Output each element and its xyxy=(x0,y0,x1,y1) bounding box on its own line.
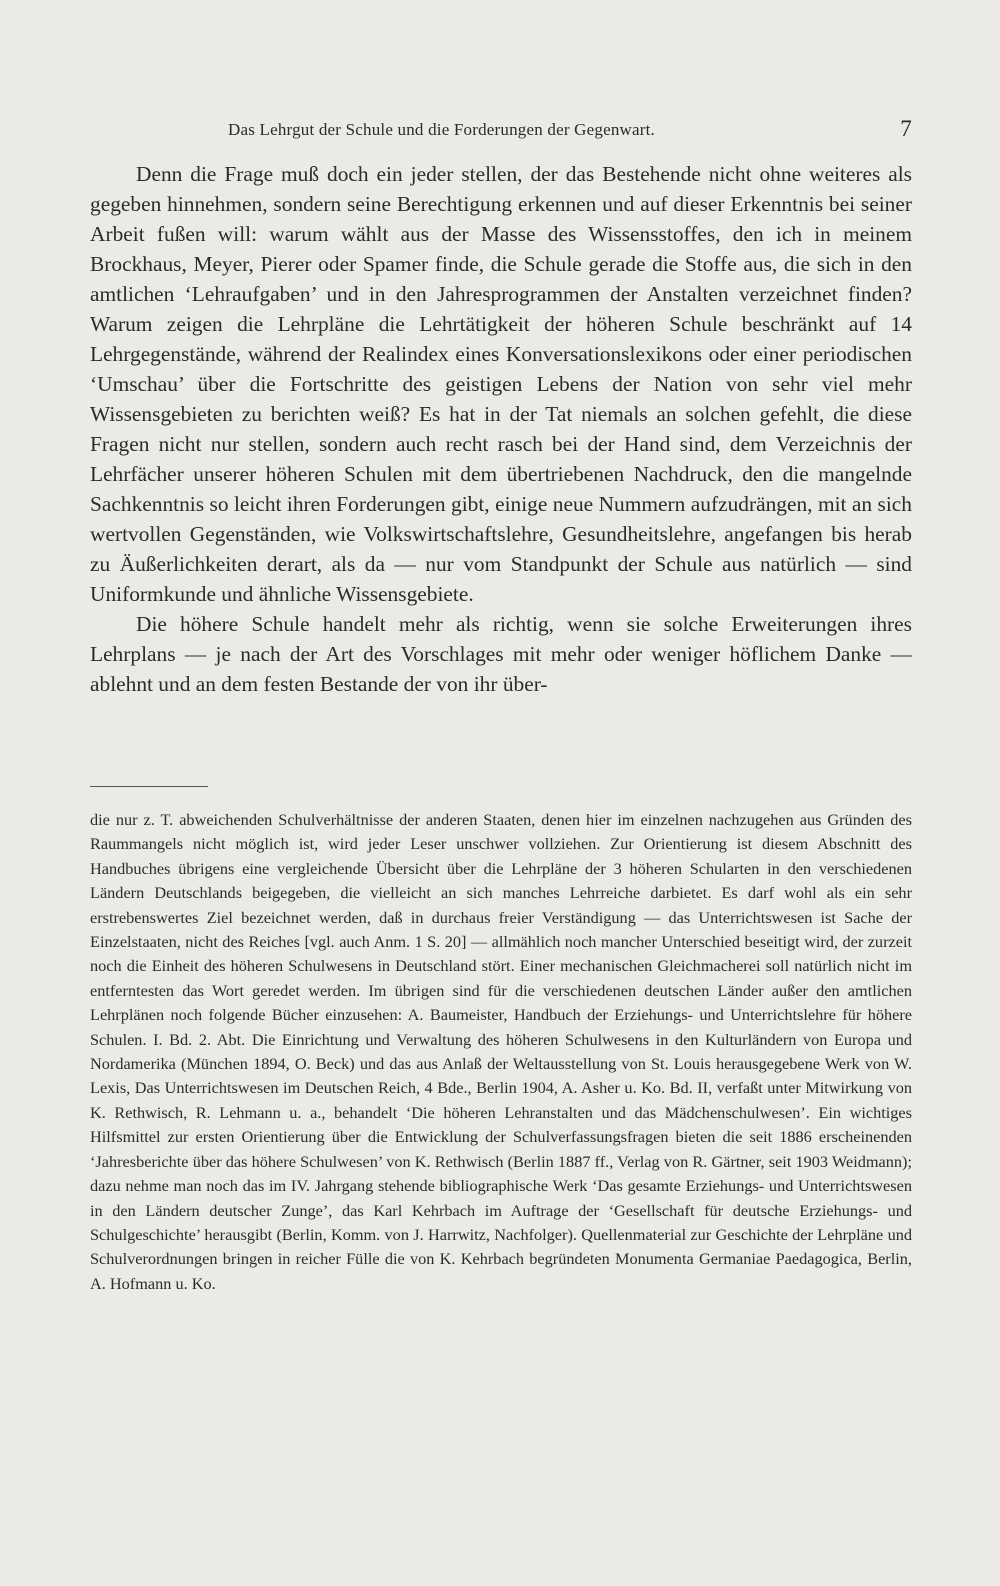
footnote-separator xyxy=(90,786,208,787)
footnote xyxy=(90,808,912,1296)
paragraph: Die höhere Schule handelt mehr als richtig, wenn sie solche Erweiterungen ihres Lehrplans — je nach der Art des Vorschlages mit mehr oder weniger höflichem Danke — ablehnt und an dem festen Bestande der von ihr über- xyxy=(90,612,912,696)
paragraph: Denn die Frage muß doch ein jeder stellen, der das Bestehende nicht ohne weiteres als gegeben hinnehmen, sondern seine Berechtigung erkennen und auf dieser Erkenntnis bei seiner Arbeit fußen will: warum wählt aus der Masse des Wissensstoffes, den ich in meinem Brockhaus, Meyer, Pierer oder Spamer finde, die Schule gerade die Stoffe aus, die sich in den amtlichen ‘Lehraufgaben’ und in den Jahresprogrammen der Anstalten verzeichnet finden? Warum zeigen die Lehrpläne die Lehrtätigkeit der höheren Schule beschränkt auf 14 Lehrgegenstände, während der Realindex eines Konversationslexikons oder einer periodischen ‘Umschau’ über die Fortschritte des geistigen Lebens der Nation von sehr viel mehr Wissensgebieten zu berichten weiß? Es hat in der Tat niemals an solchen gefehlt, die diese Fragen nicht nur stellen, sondern auch recht rasch bei der Hand sind, dem Verzeichnis der Lehrfächer unserer höheren Schulen mit dem übertriebenen Nachdruck, den die mangelnde Sachkenntnis so leicht ihren Forderungen gibt, einige neue Nummern aufzudrängen, mit an sich wertvollen Gegenständen, wie Volkswirtschaftslehre, Gesundheitslehre, angefangen bis herab zu Äußerlichkeiten derart, als da — nur vom Standpunkt der Schule aus natürlich — sind Uniformkunde und ähnliche Wissensgebiete. xyxy=(90,162,912,606)
footnote-text: die nur z. T. abweichenden Schulverhältnisse der anderen Staaten, denen hier im einzelnen nachzugehen aus Gründen des Raummangels nicht möglich ist, wird jeder Leser unschwer vollziehen. Zur Orientierung ist diesem Abschnitt des Handbuches übrigens eine vergleichende Übersicht über die Lehrpläne der 3 höheren Schularten in den verschiedenen Ländern Deutschlands beigegeben, die vielleicht an sich manches Lehrreiche darbietet. Es darf wohl als ein sehr erstrebenswertes Ziel bezeichnet werden, daß in durchaus freier Verständigung — das Unterrichtswesen ist Sache der Einzelstaaten, nicht des Reiches [vgl. auch Anm. 1 S. 20] — allmählich noch mancher Unterschied beseitigt wird, der zurzeit noch die Einheit des höheren Schulwesens in Deutschland stört. Einer mechanischen Gleichmacherei soll natürlich nicht im entferntesten das Wort geredet werden. Im übrigen sind für die verschiedenen deutschen Länder außer den amtlichen Lehrplänen noch folgende Bücher einzusehen: A. Baumeister, Handbuch der Erziehungs- und Unterrichtslehre für höhere Schulen. I. Bd. 2. Abt. Die Einrichtung und Verwaltung des höheren Schulwesens in den Kulturländern von Europa und Nordamerika (München 1894, O. Beck) und das aus Anlaß der Weltausstellung von St. Louis herausgegebene Werk von W. Lexis, Das Unterrichtswesen im Deutschen Reich, 4 Bde., Berlin 1904, A. Asher u. Ko. Bd. II, verfaßt unter Mitwirkung von K. Rethwisch, R. Lehmann u. a., behandelt ‘Die höheren Lehranstalten und das Mädchenschulwesen’. Ein wichtiges Hilfsmittel zur ersten Orientierung über die Entwicklung der Schulverfassungsfragen bieten die seit 1886 erscheinenden ‘Jahresberichte über das höhere Schulwesen’ von K. Rethwisch (Berlin 1887 ff., Verlag von R. Gärtner, seit 1903 Weidmann); dazu nehme man noch das im IV. Jahrgang stehende bibliographische Werk ‘Das gesamte Erziehungs- und Unterrichtswesen in den Ländern deutscher Zunge’, das Karl Kehrbach im Auftrage der ‘Gesellschaft für deutsche Erziehungs- und Schulgeschichte’ herausgibt (Berlin, Komm. von J. Harrwitz, Nachfolger). Quellenmaterial zur Geschichte der Lehrpläne und Schulverordnungen bringen in reicher Fülle die von K. Kehrbach begründeten Monumenta Germaniae Paedagogica, Berlin, A. Hofmann u. Ko. xyxy=(90,810,912,1293)
page-number: 7 xyxy=(900,116,912,141)
main-text xyxy=(90,159,912,699)
running-title: Das Lehrgut der Schule und die Forderungen der Gegenwart. xyxy=(228,120,655,139)
